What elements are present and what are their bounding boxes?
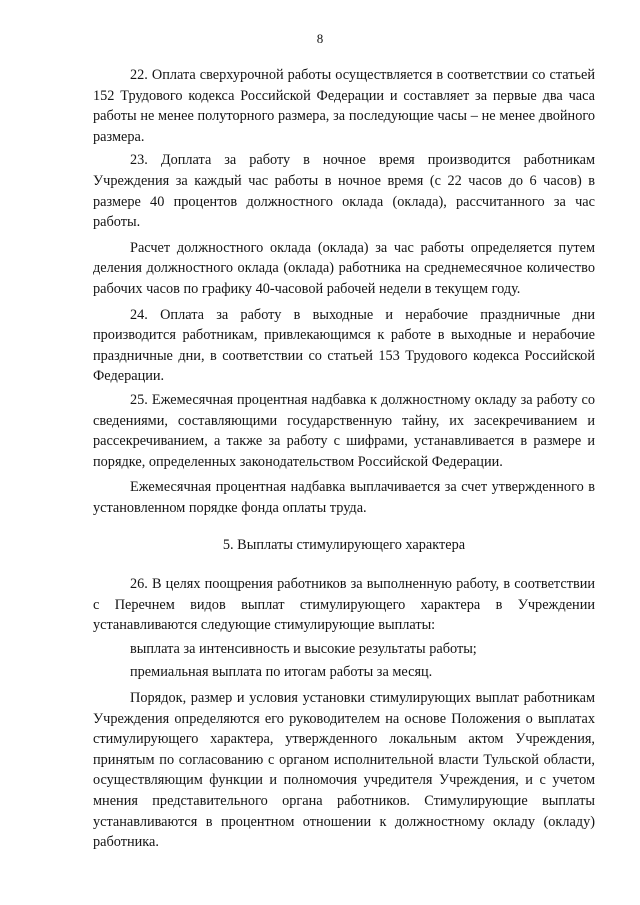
list-item-monthly-bonus: премиальная выплата по итогам работы за месяц. xyxy=(130,664,433,681)
paragraph-hourly-rate: Расчет должностного оклада (оклада) за час работы определяется путем деления должностного оклада (оклада) работника на среднемесячное количество рабочих часов по графику 40-часовой рабочей недели в текущем году. xyxy=(93,239,595,297)
paragraph-25: 25. Ежемесячная процентная надбавка к должностному окладу за работу со сведениями, составляющими государственную тайну, их засекречиванием и рассекречиванием, а также за работу с шифрами, устанавливается в размере и порядке, определенных законодательством Российской Федерации. xyxy=(93,391,595,470)
paragraph-22: 22. Оплата сверхурочной работы осуществляется в соответствии со статьей 152 Трудового кодекса Российской Федерации и составляет за первые два часа работы не менее полуторного размера, за последующие часы – не менее двойного размера. xyxy=(93,67,595,145)
paragraph-24: 24. Оплата за работу в выходные и нерабочие праздничные дни производится работникам, привлекающимся к работе в выходные и нерабочие праздничные дни, в соответствии со статьей 153 Трудового кодекса Российской Федерации. xyxy=(93,306,595,385)
page-number: 8 xyxy=(316,31,324,46)
list-item-intensity-payment: выплата за интенсивность и высокие результаты работы; xyxy=(130,640,477,657)
document-body xyxy=(93,65,595,853)
paragraph-allowance-funding: Ежемесячная процентная надбавка выплачивается за счет утвержденного в установленном порядке фонда оплаты труда. xyxy=(93,479,595,516)
paragraph-23: 23. Доплата за работу в ночное время производится работникам Учреждения за каждый час работы в ночное время (с 22 часов до 6 часов) в размере 40 процентов должностного оклада (оклада), рассчитанного за час работы. xyxy=(93,152,595,231)
paragraph-26: 26. В целях поощрения работников за выполненную работу, в соответствии с Перечнем видов выплат стимулирующего характера в Учреждении устанавливаются следующие стимулирующие выплаты: xyxy=(93,576,595,634)
section-heading: 5. Выплаты стимулирующего характера xyxy=(222,537,466,554)
paragraph-incentive-procedure: Порядок, размер и условия установки стимулирующих выплат работникам Учреждения определяются его руководителем на основе Положения о выплатах стимулирующего характера, утвержденного локальным актом Учреждения, принятым по согласованию с органом исполнительной власти Тульской области, осуществляющим функции и полномочия учредителя Учреждения, и с учетом мнения представительного органа работников. Стимулирующие выплаты устанавливаются в процентном отношении к должностному окладу (окладу) работника. xyxy=(93,690,595,851)
